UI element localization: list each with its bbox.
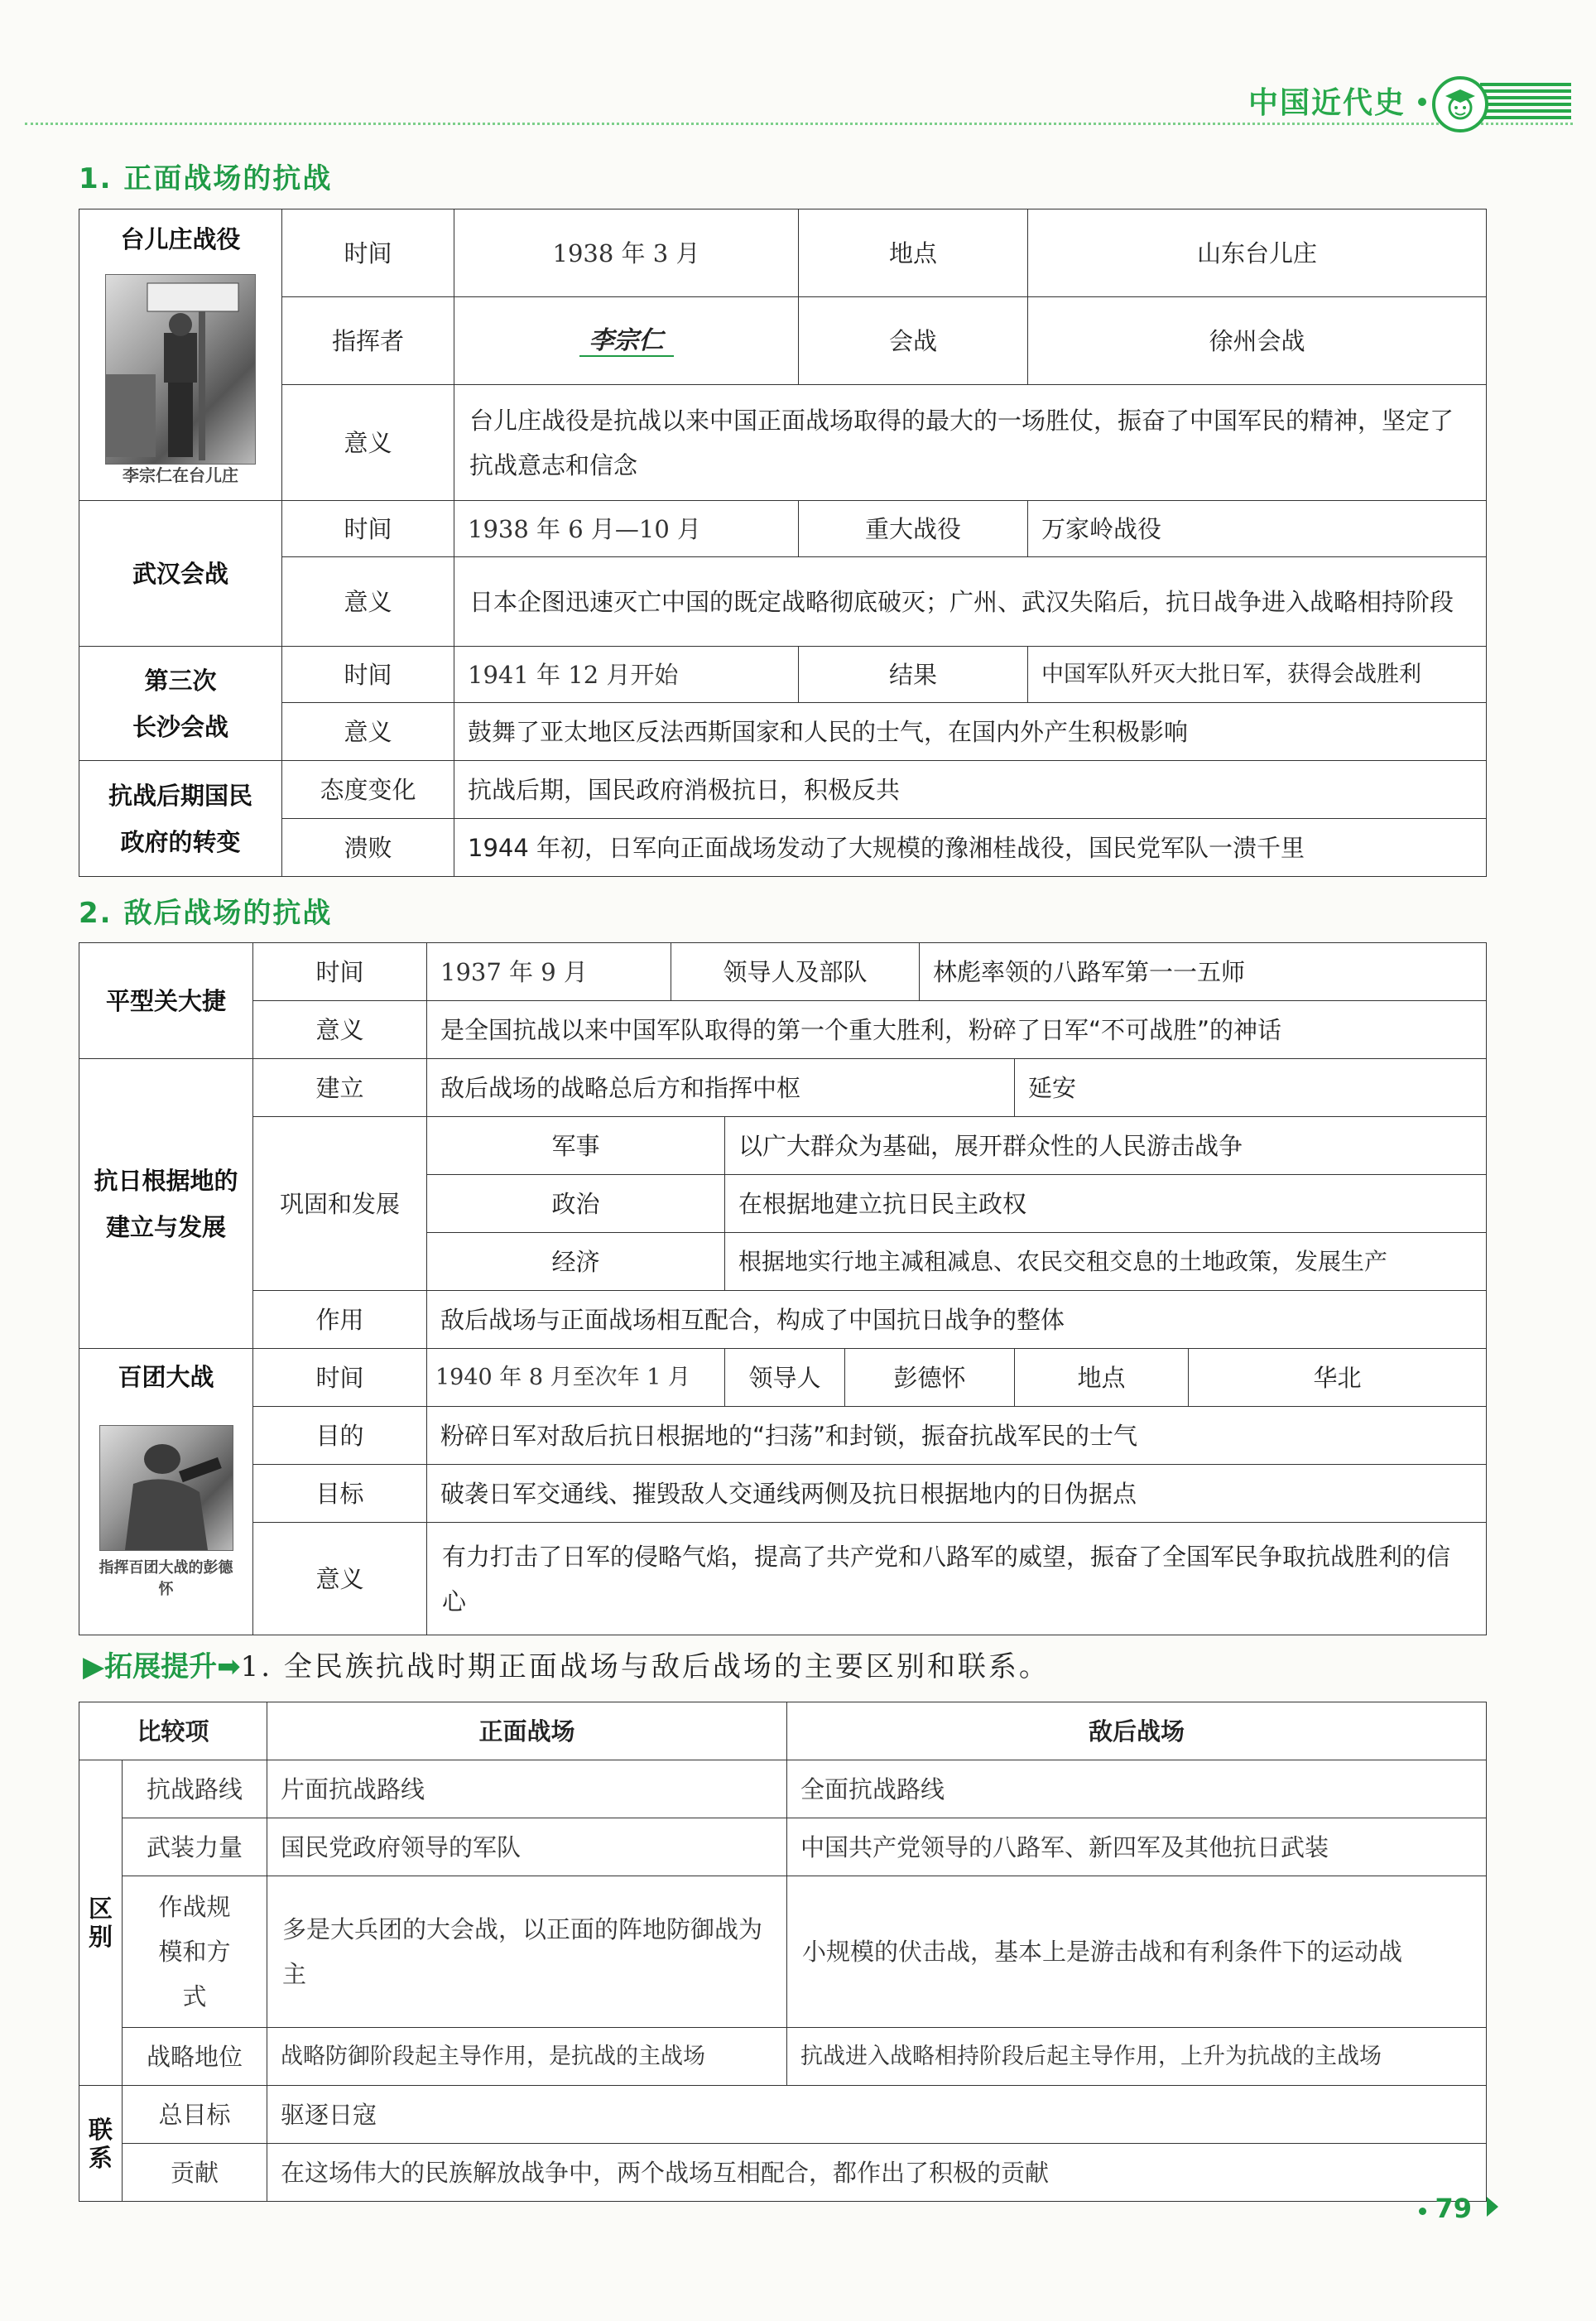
extension-question: 1. 全民族抗战时期正面战场与敌后战场的主要区别和联系。 xyxy=(240,1650,1050,1683)
header-front: 正面战场 xyxy=(267,1702,787,1760)
base-military-label: 军事 xyxy=(427,1117,725,1175)
taierzhuang-commander-cell xyxy=(454,297,799,385)
baituan-time-label: 时间 xyxy=(253,1349,427,1407)
header-title: 中国近代史 xyxy=(1247,86,1406,120)
row-item: 战略地位 xyxy=(123,2028,267,2086)
peng-dehuai-photo xyxy=(99,1425,233,1551)
wuhan-key-label: 重大战役 xyxy=(799,501,1028,557)
baituan-meaning: 有力打击了日军的侵略气焰，提高了共产党和八路军的威望，振奋了全国军民争取抗战胜利的信心 xyxy=(427,1523,1487,1635)
later-attitude: 抗战后期，国民政府消极抗日，积极反共 xyxy=(454,761,1487,819)
baituan-time: 1940 年 8 月至次年 1 月 xyxy=(427,1349,725,1407)
row-front: 片面抗战路线 xyxy=(267,1760,787,1818)
link-label-text: 联系 xyxy=(88,2115,113,2172)
link-item: 总目标 xyxy=(123,2086,267,2144)
page-number: 79 xyxy=(1435,2193,1472,2224)
front-battlefield-table xyxy=(79,209,1487,877)
changsha-time: 1941 年 12 月开始 xyxy=(454,647,799,703)
changsha-meaning-label: 意义 xyxy=(282,703,454,761)
header-divider xyxy=(25,123,1573,125)
base-build-label: 建立 xyxy=(253,1059,427,1117)
comparison-table xyxy=(79,1702,1487,2202)
base-title xyxy=(79,1059,253,1349)
pingxingguan-meaning-label: 意义 xyxy=(253,1001,427,1059)
base-politics: 在根据地建立抗日民主政权 xyxy=(725,1175,1487,1233)
wuhan-key-battle: 万家岭战役 xyxy=(1028,501,1487,557)
diff-label-text: 区别 xyxy=(88,1895,113,1951)
page-arrow-icon xyxy=(1487,2197,1498,2217)
row-front: 多是大兵团的大会战，以正面的阵地防御战为主 xyxy=(267,1876,787,2028)
row-rear: 全面抗战路线 xyxy=(787,1760,1487,1818)
li-zongren-photo xyxy=(105,274,256,465)
header-stripes xyxy=(1480,83,1571,121)
pingxingguan-title: 平型关大捷 xyxy=(79,943,253,1059)
taierzhuang-commander-label: 指挥者 xyxy=(282,297,454,385)
changsha-title-line2: 长沙会战 xyxy=(132,712,228,741)
wuhan-title: 武汉会战 xyxy=(79,501,282,647)
base-build: 敌后战场的战略总后方和指挥中枢 xyxy=(427,1059,1015,1117)
later-title xyxy=(79,761,282,877)
page-number-dot xyxy=(1419,2208,1426,2215)
baituan-leader-label: 领导人 xyxy=(725,1349,845,1407)
base-role: 敌后战场与正面战场相互配合，构成了中国抗日战争的整体 xyxy=(427,1291,1487,1349)
pingxingguan-meaning: 是全国抗战以来中国军队取得的第一个重大胜利，粉碎了日军“不可战胜”的神话 xyxy=(427,1001,1487,1059)
row-front: 国民党政府领导的军队 xyxy=(267,1818,787,1876)
taierzhuang-place-label: 地点 xyxy=(799,209,1028,297)
diff-label xyxy=(79,1760,123,2086)
pingxingguan-leader-label: 领导人及部队 xyxy=(671,943,920,1001)
pingxingguan-time-label: 时间 xyxy=(253,943,427,1001)
base-develop-label: 巩固和发展 xyxy=(253,1117,427,1291)
header-compare-item: 比较项 xyxy=(79,1702,267,1760)
baituan-title: 百团大战 xyxy=(118,1363,214,1391)
graduate-icon xyxy=(1432,76,1488,132)
base-build-place: 延安 xyxy=(1015,1059,1487,1117)
later-defeat: 1944 年初，日军向正面战场发动了大规模的豫湘桂战役，国民党军队一溃千里 xyxy=(454,819,1487,877)
wuhan-meaning-label: 意义 xyxy=(282,557,454,647)
wuhan-time: 1938 年 6 月—10 月 xyxy=(454,501,799,557)
taierzhuang-time: 1938 年 3 月 xyxy=(454,209,799,297)
baituan-meaning-label: 意义 xyxy=(253,1523,427,1635)
baituan-target: 破袭日军交通线、摧毁敌人交通线两侧及抗日根据地内的日伪据点 xyxy=(427,1465,1487,1523)
rear-battlefield-table xyxy=(79,942,1487,1635)
header-rear: 敌后战场 xyxy=(787,1702,1487,1760)
baituan-cell xyxy=(79,1349,253,1635)
row-rear: 小规模的伏击战，基本上是游击战和有利条件下的运动战 xyxy=(787,1876,1487,2028)
row-rear: 中国共产党领导的八路军、新四军及其他抗日武装 xyxy=(787,1818,1487,1876)
wuhan-meaning: 日本企图迅速灭亡中国的既定战略彻底破灭；广州、武汉失陷后，抗日战争进入战略相持阶段 xyxy=(454,557,1487,647)
peng-dehuai-caption: 指挥百团大战的彭德怀 xyxy=(99,1559,233,1598)
later-title-line1: 抗战后期国民 xyxy=(108,781,252,810)
extension-tag: ▶拓展提升➡ xyxy=(83,1650,241,1683)
changsha-result: 中国军队歼灭大批日军，获得会战胜利 xyxy=(1028,647,1487,703)
later-attitude-label: 态度变化 xyxy=(282,761,454,819)
baituan-purpose: 粉碎日军对敌后抗日根据地的“扫荡”和封锁，振奋抗战军民的士气 xyxy=(427,1407,1487,1465)
li-zongren-caption: 李宗仁在台儿庄 xyxy=(123,465,238,485)
taierzhuang-battle: 徐州会战 xyxy=(1028,297,1487,385)
link-item: 贡献 xyxy=(123,2144,267,2202)
baituan-place: 华北 xyxy=(1189,1349,1487,1407)
row-item: 抗战路线 xyxy=(123,1760,267,1818)
row-rear: 抗战进入战略相持阶段后起主导作用，上升为抗战的主战场 xyxy=(787,2028,1487,2086)
link-content: 在这场伟大的民族解放战争中，两个战场互相配合，都作出了积极的贡献 xyxy=(267,2144,1487,2202)
taierzhuang-meaning: 台儿庄战役是抗战以来中国正面战场取得的最大的一场胜仗，振奋了中国军民的精神，坚定了抗战意志和信念 xyxy=(454,385,1487,501)
later-title-line2: 政府的转变 xyxy=(120,827,241,856)
pingxingguan-leader: 林彪率领的八路军第一一五师 xyxy=(920,943,1487,1001)
extension-heading xyxy=(83,1644,1050,1684)
taierzhuang-battle-label: 会战 xyxy=(799,297,1028,385)
baituan-target-label: 目标 xyxy=(253,1465,427,1523)
later-defeat-label: 溃败 xyxy=(282,819,454,877)
taierzhuang-meaning-label: 意义 xyxy=(282,385,454,501)
wuhan-time-label: 时间 xyxy=(282,501,454,557)
base-role-label: 作用 xyxy=(253,1291,427,1349)
taierzhuang-place: 山东台儿庄 xyxy=(1028,209,1487,297)
taierzhuang-title: 台儿庄战役 xyxy=(120,225,241,253)
base-title-line1: 抗日根据地的 xyxy=(94,1166,238,1195)
header-dot xyxy=(1418,98,1426,106)
changsha-meaning: 鼓舞了亚太地区反法西斯国家和人民的士气，在国内外产生积极影响 xyxy=(454,703,1487,761)
taierzhuang-time-label: 时间 xyxy=(282,209,454,297)
base-economy-label: 经济 xyxy=(427,1233,725,1291)
section-title-rear: 2. 敌后战场的抗战 xyxy=(79,897,333,930)
pingxingguan-time: 1937 年 9 月 xyxy=(427,943,671,1001)
link-label xyxy=(79,2086,123,2202)
taierzhuang-cell xyxy=(79,209,282,501)
section-title-front: 1. 正面战场的抗战 xyxy=(79,162,333,195)
li-zongren-signature: 李宗仁 xyxy=(579,326,674,357)
baituan-place-label: 地点 xyxy=(1015,1349,1189,1407)
changsha-result-label: 结果 xyxy=(799,647,1028,703)
base-title-line2: 建立与发展 xyxy=(105,1212,226,1241)
base-politics-label: 政治 xyxy=(427,1175,725,1233)
changsha-time-label: 时间 xyxy=(282,647,454,703)
row-item: 作战规模和方式 xyxy=(123,1876,267,2028)
row-item: 武装力量 xyxy=(123,1818,267,1876)
baituan-purpose-label: 目的 xyxy=(253,1407,427,1465)
base-military: 以广大群众为基础，展开群众性的人民游击战争 xyxy=(725,1117,1487,1175)
changsha-title-line1: 第三次 xyxy=(144,666,217,695)
row-front: 战略防御阶段起主导作用，是抗战的主战场 xyxy=(267,2028,787,2086)
base-economy: 根据地实行地主减租减息、农民交租交息的土地政策，发展生产 xyxy=(725,1233,1487,1291)
baituan-leader: 彭德怀 xyxy=(845,1349,1015,1407)
changsha-title xyxy=(79,647,282,761)
link-content: 驱逐日寇 xyxy=(267,2086,1487,2144)
